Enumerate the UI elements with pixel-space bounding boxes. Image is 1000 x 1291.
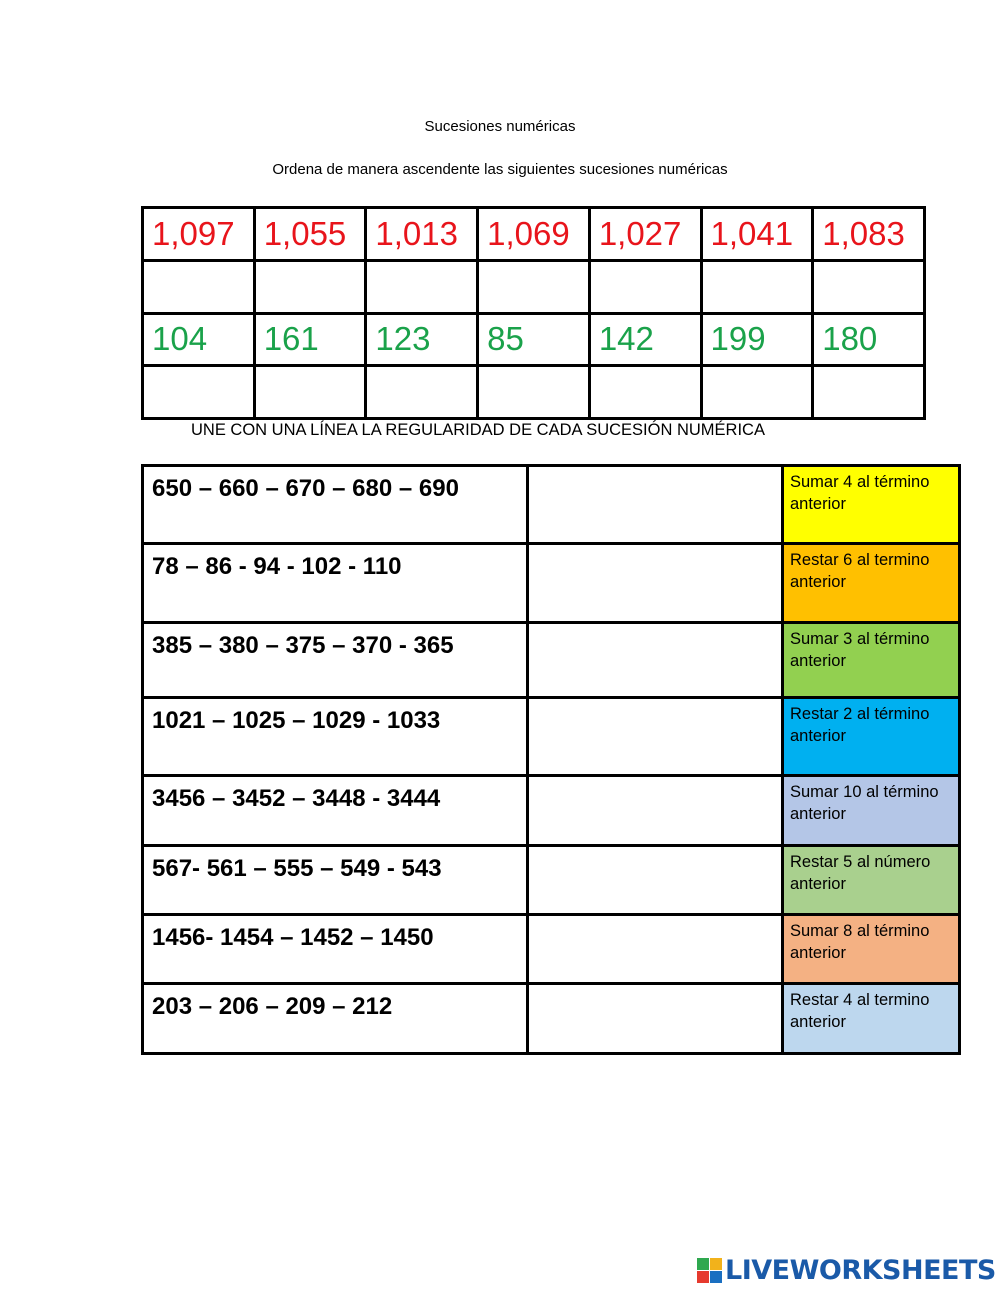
rule-cell[interactable]: Sumar 8 al término anterior	[783, 915, 960, 984]
match-row	[143, 776, 960, 846]
answer-cell[interactable]	[813, 366, 925, 419]
match-row	[143, 846, 960, 915]
order-cell: 1,041	[701, 208, 813, 261]
answer-cell[interactable]	[701, 260, 813, 313]
order-cell: 1,013	[366, 208, 478, 261]
order-cell: 1,083	[813, 208, 925, 261]
order-row-red	[143, 208, 925, 261]
order-cell: 1,055	[254, 208, 366, 261]
line-area[interactable]	[528, 846, 783, 915]
match-row	[143, 698, 960, 776]
answer-cell[interactable]	[813, 260, 925, 313]
match-heading: UNE CON UNA LÍNEA LA REGULARIDAD DE CADA SUCESIÓN NUMÉRICA	[191, 421, 765, 439]
order-cell: 85	[478, 313, 590, 366]
answer-cell[interactable]	[366, 366, 478, 419]
answer-cell[interactable]	[366, 260, 478, 313]
liveworksheets-logo-icon	[697, 1258, 722, 1283]
answer-cell[interactable]	[254, 260, 366, 313]
line-area[interactable]	[528, 544, 783, 623]
rule-cell[interactable]: Sumar 3 al término anterior	[783, 623, 960, 698]
sequence-cell[interactable]: 1021 – 1025 – 1029 - 1033	[143, 698, 528, 776]
sequence-cell[interactable]: 385 – 380 – 375 – 370 - 365	[143, 623, 528, 698]
answer-cell[interactable]	[143, 260, 255, 313]
order-table	[141, 206, 926, 420]
answer-cell[interactable]	[478, 260, 590, 313]
rule-cell[interactable]: Sumar 10 al término anterior	[783, 776, 960, 846]
page-title: Sucesiones numéricas	[424, 118, 576, 135]
liveworksheets-logo[interactable]	[697, 1253, 996, 1287]
order-cell: 1,097	[143, 208, 255, 261]
brand-name: LIVEWORKSHEETS	[725, 1254, 996, 1286]
sequence-cell[interactable]: 1456- 1454 – 1452 – 1450	[143, 915, 528, 984]
answer-cell[interactable]	[589, 260, 701, 313]
order-answer-row-1	[143, 260, 925, 313]
order-cell: 180	[813, 313, 925, 366]
match-row	[143, 466, 960, 544]
order-cell: 199	[701, 313, 813, 366]
sequence-cell[interactable]: 203 – 206 – 209 – 212	[143, 984, 528, 1054]
answer-cell[interactable]	[701, 366, 813, 419]
rule-cell[interactable]: Restar 4 al termino anterior	[783, 984, 960, 1054]
rule-cell[interactable]: Restar 5 al número anterior	[783, 846, 960, 915]
rule-cell[interactable]: Sumar 4 al término anterior	[783, 466, 960, 544]
line-area[interactable]	[528, 698, 783, 776]
match-table	[141, 464, 961, 1055]
sequence-cell[interactable]: 78 – 86 - 94 - 102 - 110	[143, 544, 528, 623]
line-area[interactable]	[528, 776, 783, 846]
order-cell: 161	[254, 313, 366, 366]
line-area[interactable]	[528, 915, 783, 984]
answer-cell[interactable]	[589, 366, 701, 419]
sequence-cell[interactable]: 650 – 660 – 670 – 680 – 690	[143, 466, 528, 544]
answer-cell[interactable]	[254, 366, 366, 419]
match-row	[143, 544, 960, 623]
match-row	[143, 915, 960, 984]
order-cell: 1,027	[589, 208, 701, 261]
order-row-green	[143, 313, 925, 366]
line-area[interactable]	[528, 466, 783, 544]
sequence-cell[interactable]: 567- 561 – 555 – 549 - 543	[143, 846, 528, 915]
order-cell: 104	[143, 313, 255, 366]
answer-cell[interactable]	[478, 366, 590, 419]
rule-cell[interactable]: Restar 2 al término anterior	[783, 698, 960, 776]
match-row	[143, 984, 960, 1054]
sequence-cell[interactable]: 3456 – 3452 – 3448 - 3444	[143, 776, 528, 846]
order-cell: 123	[366, 313, 478, 366]
rule-cell[interactable]: Restar 6 al termino anterior	[783, 544, 960, 623]
order-cell: 1,069	[478, 208, 590, 261]
order-answer-row-2	[143, 366, 925, 419]
line-area[interactable]	[528, 623, 783, 698]
answer-cell[interactable]	[143, 366, 255, 419]
instruction-text: Ordena de manera ascendente las siguientes sucesiones numéricas	[272, 161, 728, 178]
order-cell: 142	[589, 313, 701, 366]
match-row	[143, 623, 960, 698]
line-area[interactable]	[528, 984, 783, 1054]
